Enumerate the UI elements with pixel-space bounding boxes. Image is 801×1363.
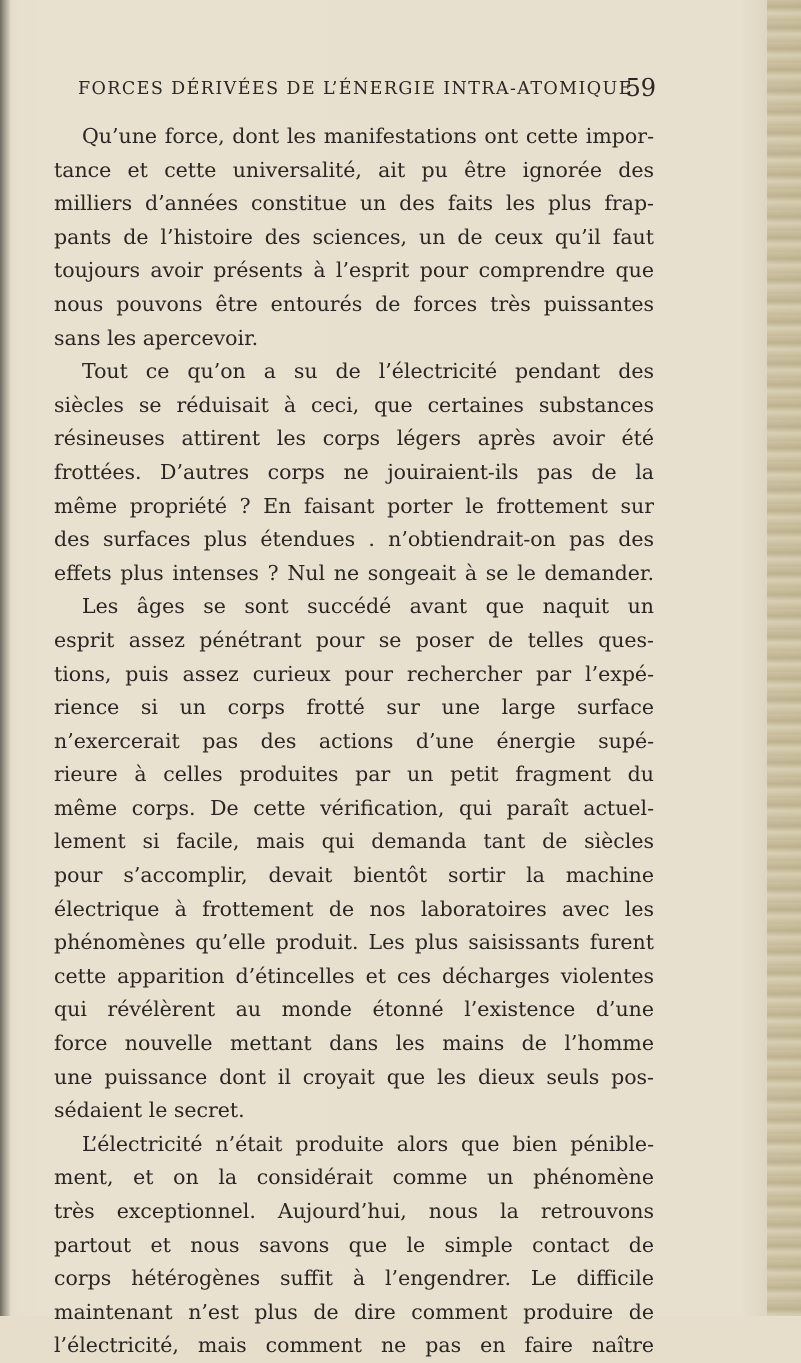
text-line: phénomènes qu’elle produit. Les plus saisissants furent bbox=[54, 930, 654, 955]
text-line: toujours avoir présents à l’esprit pour comprendre que bbox=[54, 258, 654, 283]
page-header bbox=[78, 74, 656, 104]
text-line: électrique à frottement de nos laboratoires avec les bbox=[54, 896, 654, 921]
text-line: une puissance dont il croyait que les dieux seuls pos- bbox=[54, 1064, 654, 1089]
text-line: siècles se réduisait à ceci, que certaines substances bbox=[54, 392, 654, 417]
text-line: lement si facile, mais qui demanda tant de siècles bbox=[54, 829, 654, 854]
text-line: résineuses attirent les corps légers après avoir été bbox=[54, 426, 654, 451]
text-line: corps hétérogènes suffit à l’engendrer. Le difficile bbox=[54, 1266, 654, 1291]
text-line: l’électricité, mais comment ne pas en faire naître bbox=[54, 1333, 654, 1358]
text-line: Qu’une force, dont les manifestations ont cette impor- bbox=[82, 124, 654, 148]
page-edge bbox=[767, 0, 801, 1316]
text-line: pants de l’histoire des sciences, un de ceux qu’il faut bbox=[54, 224, 654, 249]
text-line: rience si un corps frotté sur une large surface bbox=[54, 695, 654, 720]
text-line: tions, puis assez curieux pour rechercher par l’expé- bbox=[54, 661, 654, 686]
text-line: maintenant n’est plus de dire comment produire de bbox=[54, 1299, 654, 1324]
text-line: sans les apercevoir. bbox=[54, 325, 259, 350]
text-line: même propriété ? En faisant porter le frottement sur bbox=[54, 493, 654, 518]
text-line: Les âges se sont succédé avant que naquit un bbox=[82, 594, 654, 619]
text-line: frottées. D’autres corps ne jouiraient-ils pas de la bbox=[54, 459, 654, 484]
text-line: Tout ce qu’on a su de l’électricité pendant des bbox=[82, 359, 654, 384]
text-line: nous pouvons être entourés de forces très puissantes bbox=[54, 291, 654, 316]
text-line: rieure à celles produites par un petit fragment du bbox=[54, 762, 654, 787]
body-text bbox=[54, 120, 654, 1363]
text-line: des surfaces plus étendues . n’obtiendrait-on pas des bbox=[54, 527, 654, 552]
text-line: effets plus intenses ? Nul ne songeait à se le demander. bbox=[54, 560, 654, 585]
text-line: même corps. De cette vérification, qui paraît actuel- bbox=[54, 795, 654, 820]
text-line: tance et cette universalité, ait pu être ignorée des bbox=[54, 157, 654, 182]
text-line: milliers d’années constitue un des faits les plus frap- bbox=[54, 191, 654, 216]
text-line: cette apparition d’étincelles et ces décharges violentes bbox=[54, 963, 654, 988]
text-line: ment, et on la considérait comme un phénomène bbox=[54, 1165, 654, 1190]
text-line: force nouvelle mettant dans les mains de l’homme bbox=[54, 1031, 654, 1056]
text-line: qui révélèrent au monde étonné l’existence d’une bbox=[54, 997, 654, 1022]
text-line: esprit assez pénétrant pour se poser de telles ques- bbox=[54, 627, 654, 652]
text-line: sédaient le secret. bbox=[54, 1098, 245, 1123]
text-line: partout et nous savons que le simple contact de bbox=[54, 1232, 654, 1257]
page-number: 59 bbox=[625, 74, 656, 102]
text-line: L’électricité n’était produite alors que bien pénible- bbox=[82, 1131, 654, 1156]
text-line: pour s’accomplir, devait bientôt sortir la machine bbox=[54, 863, 654, 888]
running-title: FORCES DÉRIVÉES DE L’ÉNERGIE INTRA-ATOMIQUE bbox=[78, 79, 633, 99]
binding-gutter bbox=[0, 0, 10, 1316]
text-line: très exceptionnel. Aujourd’hui, nous la retrouvons bbox=[54, 1199, 654, 1223]
text-line: n’exercerait pas des actions d’une énergie supé- bbox=[54, 728, 654, 753]
